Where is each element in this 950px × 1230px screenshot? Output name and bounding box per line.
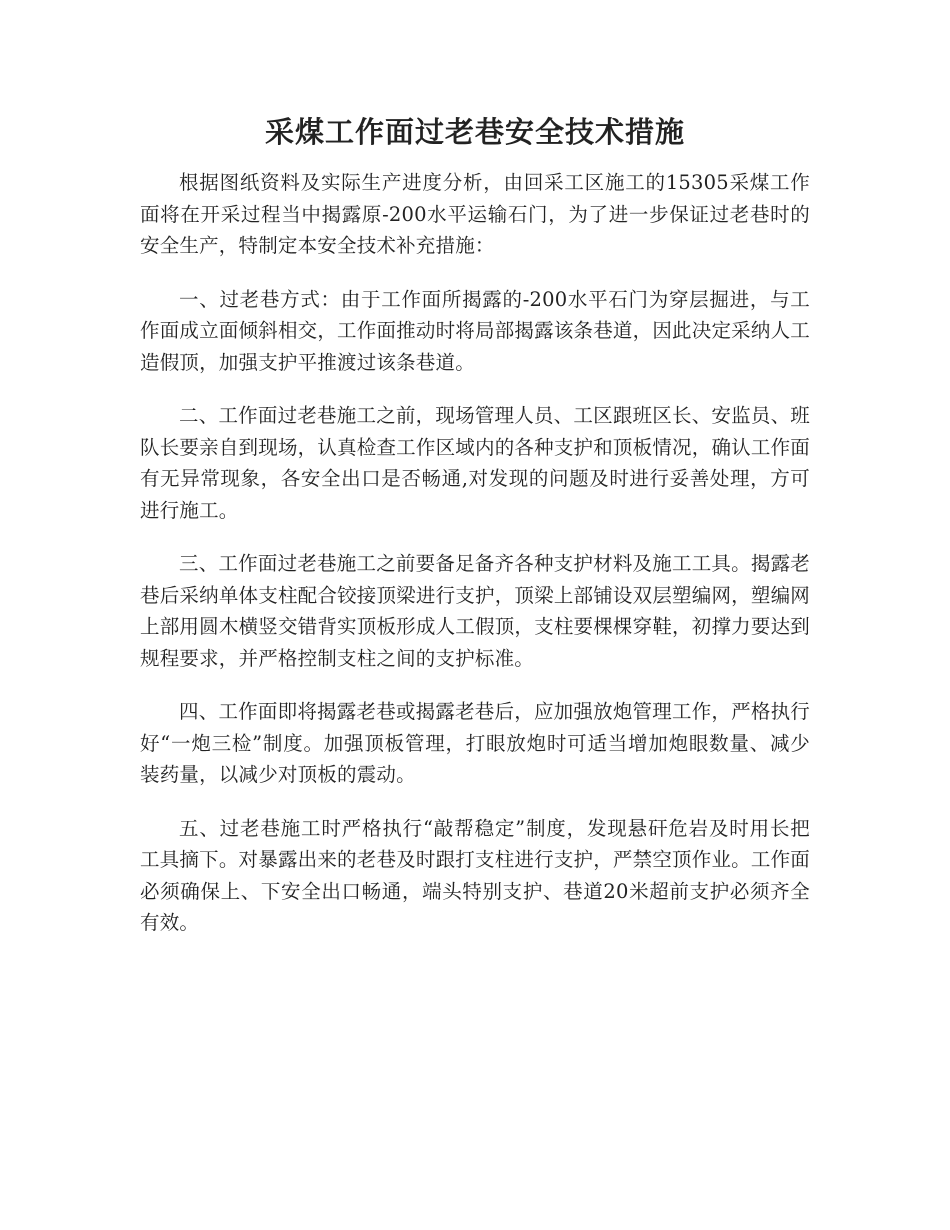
paragraph-section-2: 二、工作面过老巷施工之前，现场管理人员、工区跟班区长、安监员、班队长要亲自到现场，认真检查工作区域内的各种支护和顶板情况，确认工作面有无异常现象，各安全出口是否畅通,对发现的问题及时进行妥善处理，方可进行施工。 <box>140 404 810 522</box>
paragraph-section-3: 三、工作面过老巷施工之前要备足备齐各种支护材料及施工工具。揭露老巷后采纳单体支柱配合铰接顶梁进行支护，顶梁上部铺设双层塑编网，塑编网上部用圆木横竖交错背实顶板形成人工假顶，支柱要棵棵穿鞋，初撑力要达到规程要求，并严格控制支柱之间的支护标准。 <box>140 552 810 670</box>
document-title: 采煤工作面过老巷安全技术措施 <box>264 115 685 149</box>
document-body <box>140 167 810 961</box>
paragraph-section-5: 五、过老巷施工时严格执行“敲帮稳定”制度，发现悬矸危岩及时用长把工具摘下。对暴露出来的老巷及时跟打支柱进行支护，严禁空顶作业。工作面必须确保上、下安全出口畅通，端头特别支护、巷道20米超前支护必须齐全有效。 <box>140 816 810 934</box>
paragraph-section-4: 四、工作面即将揭露老巷或揭露老巷后，应加强放炮管理工作，严格执行好“一炮三检”制度。加强顶板管理，打眼放炮时可适当增加炮眼数量、减少装药量，以减少对顶板的震动。 <box>140 700 810 786</box>
paragraph-section-1: 一、过老巷方式：由于工作面所揭露的-200水平石门为穿层掘进，与工作面成立面倾斜相交，工作面推动时将局部揭露该条巷道，因此决定采纳人工造假顶，加强支护平推渡过该条巷道。 <box>140 287 810 374</box>
paragraph-intro: 根据图纸资料及实际生产进度分析，由回采工区施工的15305采煤工作面将在开采过程当中揭露原-200水平运输石门，为了进一步保证过老巷时的安全生产，特制定本安全技术补充措施： <box>140 171 810 257</box>
